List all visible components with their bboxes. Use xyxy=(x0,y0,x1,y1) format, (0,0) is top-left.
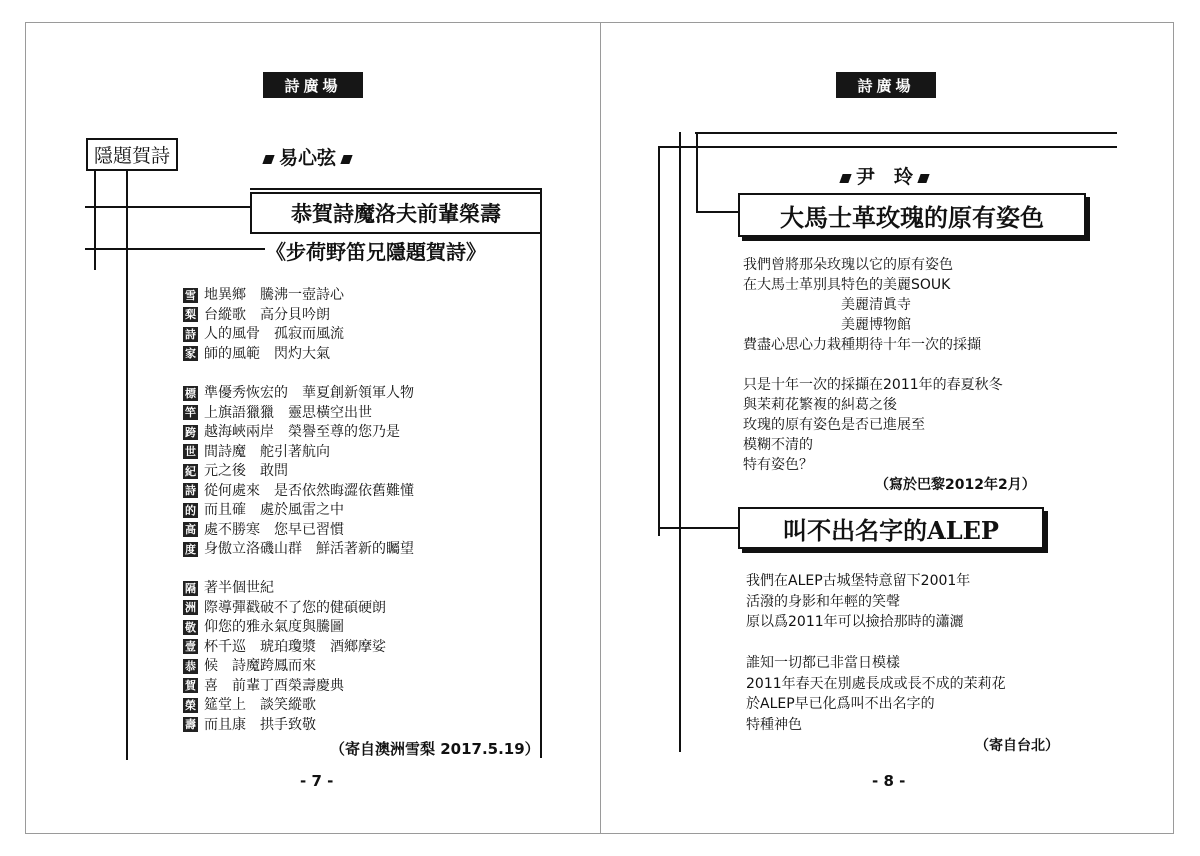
left-section-banner: 詩廣場 xyxy=(263,72,363,98)
acrostic-line-text: 準優秀恢宏的 華夏創新領軍人物 xyxy=(204,385,414,401)
acrostic-initial: 梨 xyxy=(185,308,196,321)
acrostic-line xyxy=(183,305,330,325)
poem-line: 模糊不清的 xyxy=(743,437,813,453)
poem-line: 誰知一切都已非當日模樣 xyxy=(746,655,900,671)
acrostic-line xyxy=(183,344,330,364)
acrostic-line-text: 喜 前輩丁酉榮壽慶典 xyxy=(204,677,344,694)
right-rule xyxy=(696,211,740,213)
left-poem-subtitle: 《步荷野笛兄隱題賀詩》 xyxy=(266,240,486,264)
left-author xyxy=(258,143,357,170)
right-rule xyxy=(696,132,698,212)
poem-line: 在大馬士革別具特色的美麗SOUK xyxy=(743,277,951,293)
acrostic-line-text: 處不勝寒 您早已習慣 xyxy=(204,521,344,538)
poem-line: 我們曾將那朵玫瑰以它的原有姿色 xyxy=(743,257,953,273)
poem-line: 於ALEP早已化爲叫不出名字的 xyxy=(746,696,935,712)
acrostic-line-text: 間詩魔 舵引著航向 xyxy=(204,443,330,460)
poem-line: 美麗清眞寺 xyxy=(743,297,911,313)
diamond-ornament xyxy=(839,174,851,183)
acrostic-initial: 賀 xyxy=(185,679,196,692)
acrostic-line-text: 地異鄉 騰沸一壺詩心 xyxy=(204,287,344,303)
right-page-number: - 8 - xyxy=(872,772,906,790)
left-signature: （寄自澳洲雪梨 2017.5.19） xyxy=(330,740,540,758)
acrostic-line-text: 筵堂上 談笑縱歌 xyxy=(204,697,316,713)
diamond-ornament xyxy=(917,174,929,183)
acrostic-line xyxy=(183,403,372,423)
acrostic-line xyxy=(183,676,344,696)
right-author-name: 尹 玲 xyxy=(856,166,914,188)
acrostic-initial: 壹 xyxy=(185,640,196,653)
acrostic-initial: 高 xyxy=(185,523,196,536)
acrostic-initial: 紀 xyxy=(185,464,196,478)
acrostic-initial: 世 xyxy=(185,445,196,458)
acrostic-initial: 雪 xyxy=(185,288,196,302)
acrostic-line xyxy=(183,637,386,657)
acrostic-line-text: 而且康 拱手致敬 xyxy=(204,716,316,733)
acrostic-initial: 隔 xyxy=(185,581,196,595)
poem-line: 特有姿色？ xyxy=(743,457,813,473)
poem-line: 玫瑰的原有姿色是否已進展至 xyxy=(743,417,925,433)
acrostic-line-text: 師的風範 閃灼大氣 xyxy=(204,345,330,362)
acrostic-line xyxy=(183,442,330,462)
left-rule xyxy=(126,160,128,760)
diamond-ornament xyxy=(262,155,274,164)
acrostic-line-text: 而且確 處於風雷之中 xyxy=(204,502,344,518)
acrostic-line-text: 著半個世紀 xyxy=(204,580,274,596)
left-rule xyxy=(85,206,250,208)
poem-line: 原以爲2011年可以撿拾那時的瀟灑 xyxy=(746,614,964,630)
right-rule xyxy=(658,146,1117,148)
acrostic-initial: 的 xyxy=(185,503,196,517)
acrostic-initial: 敬 xyxy=(185,620,196,634)
acrostic-line xyxy=(183,500,344,520)
acrostic-initial: 標 xyxy=(185,386,196,400)
right-rule xyxy=(658,527,738,529)
acrostic-initial: 榮 xyxy=(185,698,196,712)
acrostic-line xyxy=(183,598,386,618)
acrostic-line xyxy=(183,520,344,540)
acrostic-line xyxy=(183,383,414,403)
left-rule xyxy=(85,248,265,250)
poem-line: 費盡心思心力栽種期待十年一次的採擷 xyxy=(743,337,981,353)
acrostic-line xyxy=(183,285,344,305)
acrostic-line-text: 台縱歌 高分貝吟朗 xyxy=(204,306,330,323)
poem2-signature: （寄自台北） xyxy=(975,738,1059,754)
acrostic-line xyxy=(183,324,344,344)
diamond-ornament xyxy=(340,155,352,164)
acrostic-initial: 跨 xyxy=(185,425,196,439)
right-rule xyxy=(695,132,1117,134)
acrostic-line xyxy=(183,695,316,715)
acrostic-line-text: 人的風骨 孤寂而風流 xyxy=(204,326,344,342)
poem2-title: 叫不出名字的ALEP xyxy=(738,507,1044,549)
acrostic-line xyxy=(183,422,400,442)
left-rule xyxy=(250,188,540,190)
acrostic-line xyxy=(183,539,414,559)
acrostic-initial: 家 xyxy=(185,347,196,360)
acrostic-initial: 詩 xyxy=(185,484,196,497)
acrostic-line xyxy=(183,617,344,637)
acrostic-line-text: 際導彈戳破不了您的健碩硬朗 xyxy=(204,599,386,616)
acrostic-line xyxy=(183,461,288,481)
acrostic-initial: 恭 xyxy=(185,659,196,673)
poem-line: 只是十年一次的採擷在2011年的春夏秋冬 xyxy=(743,377,1003,393)
left-rule xyxy=(94,160,96,270)
acrostic-line xyxy=(183,715,316,735)
acrostic-line-text: 從何處來 是否依然晦澀依舊難懂 xyxy=(204,482,414,499)
left-page-number: - 7 - xyxy=(300,772,334,790)
acrostic-initial: 度 xyxy=(185,542,196,556)
acrostic-line-text: 上旗語獵獵 靈思橫空出世 xyxy=(204,404,372,421)
poem-line: 2011年春天在別處長成或長不成的茉莉花 xyxy=(746,675,1006,692)
acrostic-initial: 竿 xyxy=(185,406,196,419)
poem-line: 特種神色 xyxy=(746,716,802,733)
left-poem-title: 恭賀詩魔洛夫前輩榮壽 xyxy=(250,192,540,234)
acrostic-line-text: 越海峽兩岸 榮譽至尊的您乃是 xyxy=(204,424,400,440)
acrostic-line-text: 仰您的雅永氣度與騰圖 xyxy=(204,619,344,635)
acrostic-line-text: 身傲立洛磯山群 鮮活著新的矚望 xyxy=(204,541,414,557)
acrostic-line xyxy=(183,481,414,501)
poem1-title: 大馬士革玫瑰的原有姿色 xyxy=(738,193,1086,237)
acrostic-line xyxy=(183,578,274,598)
acrostic-initial: 壽 xyxy=(185,718,196,731)
acrostic-line-text: 候 詩魔跨鳳而來 xyxy=(204,658,316,674)
acrostic-line-text: 元之後 敢問 xyxy=(204,463,288,479)
poem-line: 我們在ALEP古城堡特意留下2001年 xyxy=(746,573,971,589)
right-author xyxy=(835,162,934,189)
acrostic-line-text: 杯千巡 琥珀瓊漿 酒鄉摩娑 xyxy=(204,638,386,655)
poem-type-tag: 隱題賀詩 xyxy=(86,138,178,171)
right-section-banner: 詩廣場 xyxy=(836,72,936,98)
left-author-name: 易心弦 xyxy=(279,147,337,169)
poem-line: 活潑的身影和年輕的笑聲 xyxy=(746,593,900,610)
acrostic-initial: 洲 xyxy=(185,601,196,614)
poem1-signature: （寫於巴黎2012年2月） xyxy=(875,477,1036,493)
poem-line: 與茉莉花繁複的糾葛之後 xyxy=(743,397,897,413)
acrostic-line xyxy=(183,656,316,676)
poem-line: 美麗博物館 xyxy=(743,317,911,333)
right-rule xyxy=(658,146,660,536)
left-rule xyxy=(540,188,542,758)
acrostic-initial: 詩 xyxy=(185,327,196,341)
right-rule xyxy=(679,132,681,752)
